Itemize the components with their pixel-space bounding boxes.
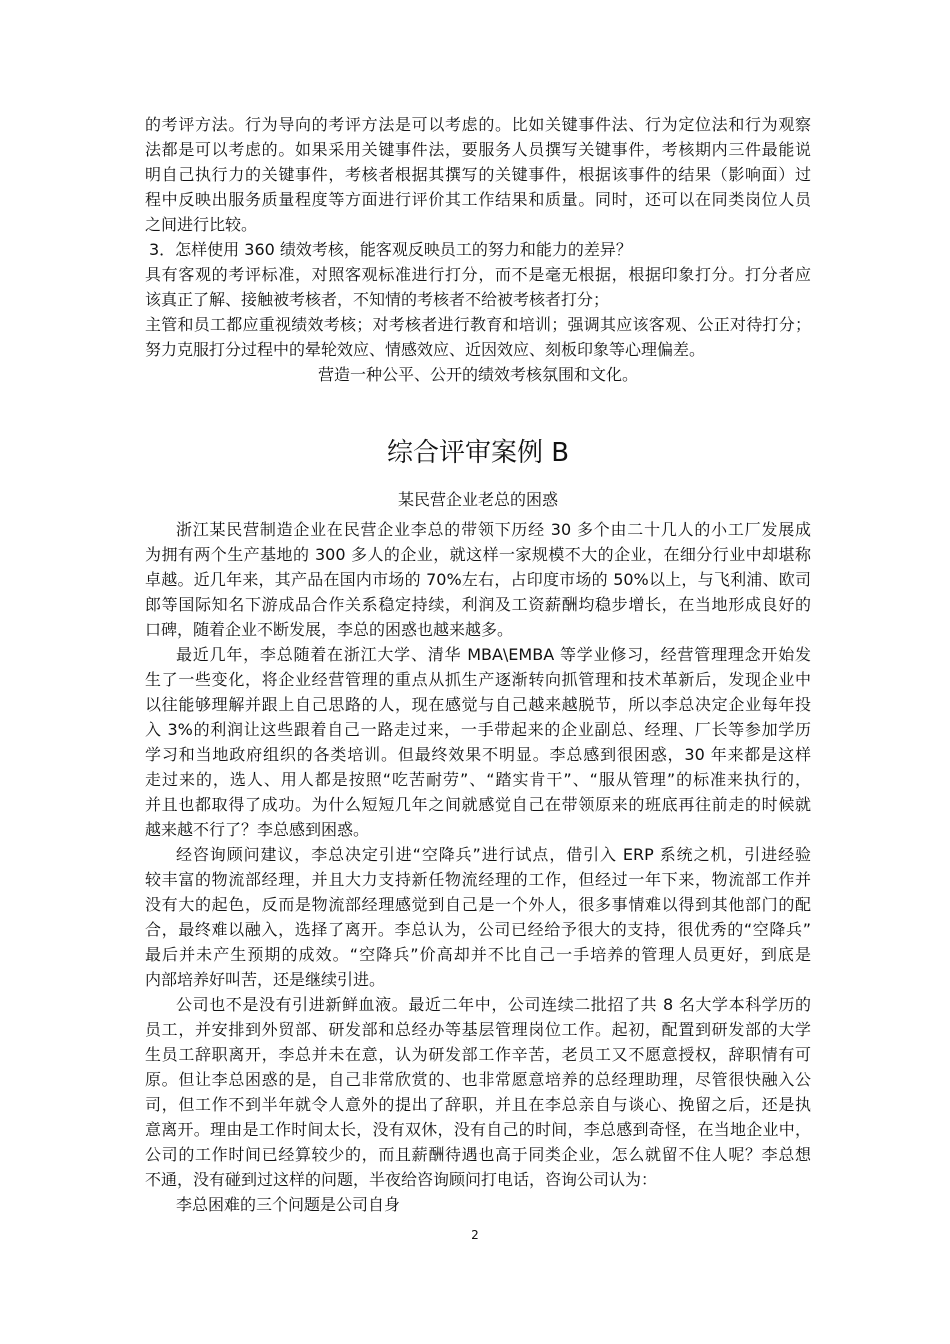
question-3: 3．怎样使用 360 绩效考核，能客观反映员工的努力和能力的差异？ [149,240,632,259]
text-line: 意离开。理由是工作时间太长，没有双休，没有自己的时间，李总感到奇怪，在当地企业中， [145,1120,811,1139]
intro-paragraph [145,112,811,237]
text-line: 卓越。近几年来，其产品在国内市场的 70%左右，占印度市场的 50%以上，与飞利浦、欧司 [145,570,811,589]
text-line: 努力克服打分过程中的晕轮效应、情感效应、近因效应、刻板印象等心理偏差。 [145,340,706,359]
text-line: 并且也都取得了成功。为什么短短几年之间就感觉自己在带领原来的班底再往前走的时候就 [145,795,811,814]
text-line: 学习和当地政府组织的各类培训。但最终效果不明显。李总感到很困惑，30 年来都是这样 [145,745,811,764]
text-line: 浙江某民营制造企业在民营企业李总的带领下历经 30 多个由二十几人的小工厂发展成 [176,520,811,539]
text-line: 合，最终难以融入，选择了离开。李总认为，公司已经给予很大的支持，很优秀的“空降兵” [145,920,811,939]
text-line: 走过来的，选人、用人都是按照“吃苦耐劳”、“踏实肯干”、“服从管理”的标准来执行的， [145,770,811,789]
text-line: 具有客观的考评标准，对照客观标准进行打分，而不是毫无根据，根据印象打分。打分者应 [145,265,811,284]
text-line: 越来越不行了？李总感到困惑。 [145,820,370,839]
text-line: 口碑，随着企业不断发展，李总的困惑也越来越多。 [145,620,514,639]
page-number: 2 [471,1228,479,1242]
text-line: 司，但工作不到半年就令人意外的提出了辞职，并且在李总亲自与谈心、挽留之后，还是执 [145,1095,811,1114]
text-line: 明自己执行力的关键事件，考核者根据其撰写的关键事件，根据该事件的结果（影响面）过 [145,165,811,184]
text-line: 没有大的起色，反而是物流部经理感觉到自己是一个外人，很多事情难以得到其他部门的配 [145,895,811,914]
text-line: 内部培养好叫苦，还是继续引进。 [145,970,386,989]
case-paragraph-2 [145,642,811,842]
text-line: 的考评方法。行为导向的考评方法是可以考虑的。比如关键事件法、行为定位法和行为观察 [145,115,811,134]
case-paragraph-5: 李总困难的三个问题是公司自身 [176,1195,401,1214]
text-line: 入 3%的利润让这些跟着自己一路走过来，一手带起来的企业副总、经理、厂长等参加学历 [145,720,811,739]
text-line: 之间进行比较。 [145,215,258,234]
text-line: 原。但让李总困惑的是，自己非常欣赏的、也非常愿意培养的总经理助理，尽管很快融入公 [145,1070,811,1089]
case-paragraph-1 [145,517,811,642]
text-line: 该真正了解、接触被考核者，不知情的考核者不给被考核者打分； [145,290,610,309]
text-line: 公司的工作时间已经算较少的，而且薪酬待遇也高于同类企业，怎么就留不住人呢？李总想 [145,1145,811,1164]
text-line: 经咨询顾问建议，李总决定引进“空降兵”进行试点，借引入 ERP 系统之机，引进经验 [176,845,811,864]
page-body [145,112,811,1217]
case-paragraph-4 [145,992,811,1192]
text-line: 程中反映出服务质量程度等方面进行评价其工作结果和质量。同时，还可以在同类岗位人员 [145,190,811,209]
text-line: 生员工辞职离开，李总并未在意，认为研发部工作辛苦，老员工又不愿意授权，辞职情有可 [145,1045,811,1064]
text-line: 主管和员工都应重视绩效考核；对考核者进行教育和培训；强调其应该客观、公正对待打分； [145,315,811,334]
text-line: 最近几年，李总随着在浙江大学、清华 MBA\EMBA 等学业修习，经营管理理念开始发 [176,645,811,664]
text-line: 公司也不是没有引进新鲜血液。最近二年中，公司连续二批招了共 8 名大学本科学历的 [176,995,811,1014]
text-line: 生了一些变化，将企业经营管理的重点从抓生产逐渐转向抓管理和技术革新后，发现企业中 [145,670,811,689]
text-line: 员工，并安排到外贸部、研发部和总经办等基层管理岗位工作。起初，配置到研发部的大学 [145,1020,811,1039]
text-line: 为拥有两个生产基地的 300 多人的企业，就这样一家规模不大的企业，在细分行业中却堪称 [145,545,811,564]
text-line: 最后并未产生预期的成效。“空降兵”价高却并不比自己一手培养的管理人员更好，到底是 [145,945,811,964]
case-subtitle: 某民营企业老总的困惑 [397,490,558,509]
text-line: 法都是可以考虑的。如果采用关键事件法，要服务人员撰写关键事件，考核期内三件最能说 [145,140,811,159]
text-line: 郎等国际知名下游成品合作关系稳定持续，利润及工资薪酬均稳步增长，在当地形成良好的 [145,595,811,614]
answer-paragraph [145,262,811,387]
case-paragraph-3 [145,842,811,992]
case-title: 综合评审案例 B [386,438,570,468]
answer-centered-line: 营造一种公平、公开的绩效考核氛围和文化。 [317,365,638,384]
text-line: 较丰富的物流部经理，并且大力支持新任物流经理的工作，但经过一年下来，物流部工作并 [145,870,811,889]
text-line: 以往能够理解并跟上自己思路的人，现在感觉与自己越来越脱节，所以李总决定企业每年投 [145,695,811,714]
text-line: 不通，没有碰到过这样的问题，半夜给咨询顾问打电话，咨询公司认为： [145,1170,658,1189]
